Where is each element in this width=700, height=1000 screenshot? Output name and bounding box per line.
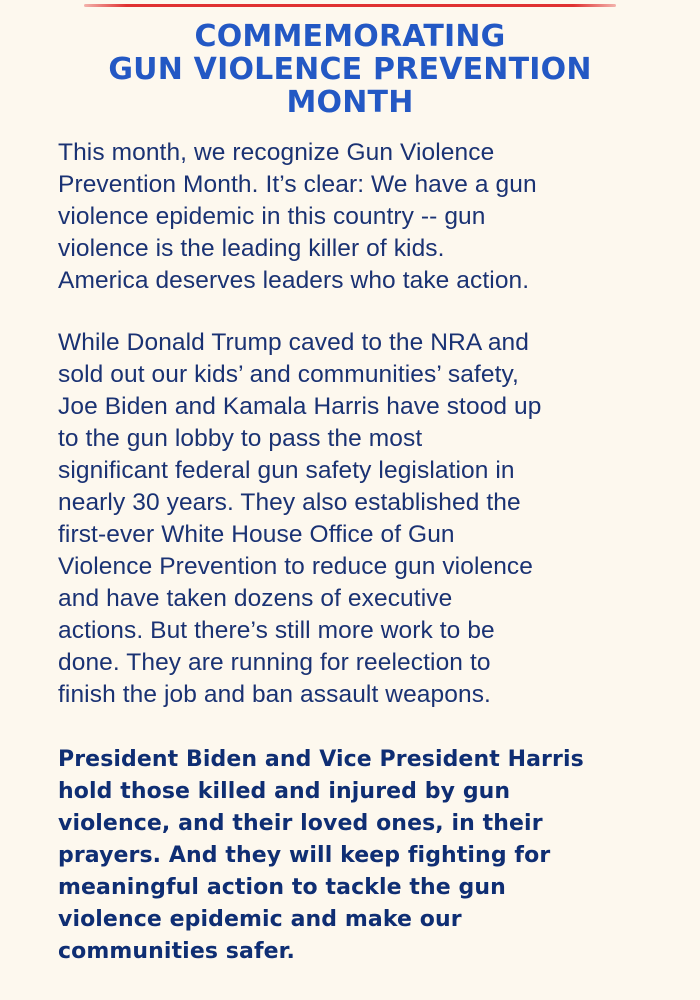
text-line: This month, we recognize Gun Violence <box>58 139 495 166</box>
text-line: meaningful action to tackle the gun <box>58 875 506 900</box>
title-line: GUN VIOLENCE PREVENTION <box>108 52 592 87</box>
closing-statement <box>58 744 658 968</box>
text-line: prayers. And they will keep fighting for <box>58 843 551 868</box>
text-line: hold those killed and injured by gun <box>58 779 511 804</box>
title-line: MONTH <box>286 85 414 120</box>
text-line: Joe Biden and Kamala Harris have stood up <box>58 393 542 420</box>
text-line: President Biden and Vice President Harris <box>58 747 584 772</box>
text-line: violence, and their loved ones, in their <box>58 811 543 836</box>
text-line: violence epidemic in this country -- gun <box>58 203 486 230</box>
text-line: done. They are running for reelection to <box>58 649 491 676</box>
page-title <box>0 20 700 119</box>
text-line: first-ever White House Office of Gun <box>58 521 455 548</box>
text-line: violence epidemic and make our <box>58 907 462 932</box>
text-line: Violence Prevention to reduce gun violence <box>58 553 534 580</box>
title-line: COMMEMORATING <box>194 19 506 54</box>
text-line: nearly 30 years. They also established the <box>58 489 521 516</box>
decorative-red-line <box>84 4 616 7</box>
text-line: actions. But there’s still more work to be <box>58 617 495 644</box>
text-line: communities safer. <box>58 939 295 964</box>
intro-paragraph <box>58 137 658 297</box>
text-line: to the gun lobby to pass the most <box>58 425 423 452</box>
text-line: Prevention Month. It’s clear: We have a gun <box>58 171 537 198</box>
text-line: America deserves leaders who take action. <box>58 267 530 294</box>
text-line: violence is the leading killer of kids. <box>58 235 445 262</box>
text-line: sold out our kids’ and communities’ safety, <box>58 361 519 388</box>
text-line: significant federal gun safety legislation in <box>58 457 515 484</box>
record-paragraph <box>58 327 658 711</box>
text-line: and have taken dozens of executive <box>58 585 453 612</box>
text-line: While Donald Trump caved to the NRA and <box>58 329 530 356</box>
text-line: finish the job and ban assault weapons. <box>58 681 491 708</box>
